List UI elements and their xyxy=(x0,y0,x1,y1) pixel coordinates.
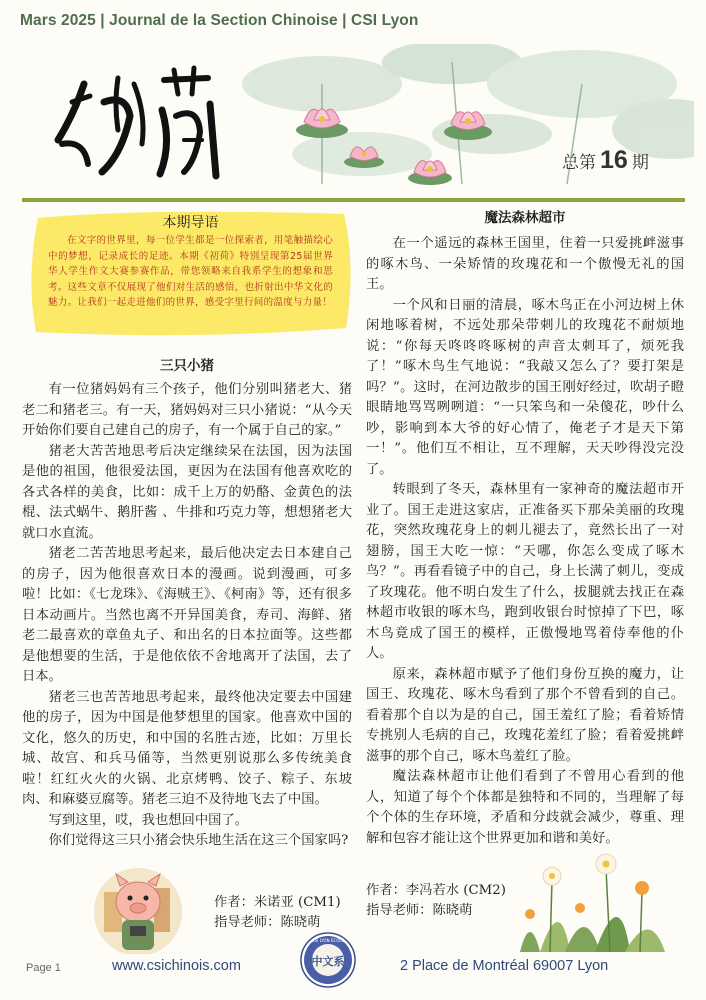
article-magic-forest-market xyxy=(366,208,684,849)
paragraph: 原来，森林超市赋予了他们身份互换的魔力，让国王、玫瑰花、啄木鸟看到了那个不曾看到的自己。看着那个自以为是的自己，国王羞红了脸；看着矫情专挑别人毛病的自己，玫瑰花羞红了脸；看着爱挑衅滋事的那个自己，啄木鸟羞红了脸。 xyxy=(366,666,684,764)
csi-logo xyxy=(300,932,356,988)
article-title: 魔法森林超市 xyxy=(484,210,566,226)
article-three-little-pigs xyxy=(22,356,352,852)
intro-body: 在文字的世界里，每一位学生都是一位探索者，用笔触描绘心中的梦想，记录成长的足迹。本期《初荷》特别呈现第25届世界华人学生作文大赛参赛作品，带您领略来自我系学生的想象和思考。这些文章不仅展现了他们对生活的感悟，也折射出中华文化的魅力。让我们一起走进他们的世界，感受字里行间的温度与力量！ xyxy=(48,235,333,308)
calligraphy-title xyxy=(58,68,216,176)
paragraph: 猪老大苦苦地思考后决定继续呆在法国，因为法国是他的祖国，他很爱法国，更因为在法国有他喜欢吃的各式各样的美食，比如：成千上万的奶酪、金黄色的法棍、法式蜗牛、鹅肝酱 、牛排和巧克力等，想想猪老大就口水直流。 xyxy=(22,443,352,541)
intro-box xyxy=(48,213,333,311)
paragraph: 有一位猪妈妈有三个孩子，他们分别叫猪老大、猪老二和猪老三。有一天，猪妈妈对三只小猪说：“从今天开始你们要自己建自己的房子，有一个属于自己的家。” xyxy=(22,382,352,438)
divider xyxy=(22,198,685,202)
issue-suffix: 期 xyxy=(631,153,649,173)
logo-text: 中文系 xyxy=(311,955,345,968)
paragraph: 猪老二苦苦地思考起来，最后他决定去日本建自己的房子，因为他很喜欢日本的漫画。说到漫画，可多啦！比如：《七龙珠》、《海贼王》、《柯南》等，还有很多日本动画片。当然也离不开异国美食，寿司、海鲜、猪老二最喜欢的章鱼丸子、和出名的日本拉面等。这些都是他想要的生活，于是他依依不舍地离开了法国，去了日本。 xyxy=(22,546,352,684)
article1-credits xyxy=(214,893,341,933)
paragraph: 猪老三也苦苦地思考起来，最终他决定要去中国建他的房子，因为中国是他梦想里的国家。他喜欢中国的文化，悠久的历史，和中国的名胜古迹，比如：万里长城、故宫、和兵马俑等，当然更别说那么多传统美食啦！红红火火的火锅、北京烤鸭、饺子、粽子、东坡肉、和麻婆豆腐等。猪老三迫不及待地飞去了中国。 xyxy=(22,689,352,807)
address: 2 Place de Montréal 69007 Lyon xyxy=(400,958,609,974)
article2-credits xyxy=(366,881,506,921)
paragraph: 转眼到了冬天，森林里有一家神奇的魔法超市开业了。国王走进这家店，正准备买下那朵美丽的玫瑰花，突然玫瑰花身上的刺儿褪去了，竟然长出了一对翅膀，国王大吃一惊：“天哪，你怎么变成了啄木鸟？”。再看看镜子中的自己，身上长满了刺儿，变成了玫瑰花。他不明白发生了什么，拔腿就去找正在森林超市收银的啄木鸟，跑到收银台时惊掉了下巴，啄木鸟竟成了国王的模样，正傲慢地骂着侍奉他的仆人。 xyxy=(366,482,684,661)
paragraph: 写到这里，哎，我也想回中国了。 xyxy=(48,812,249,828)
daisy-icon xyxy=(525,854,649,919)
author: 作者：米诺亚 (CM1) xyxy=(214,895,341,910)
paragraph: 一个风和日丽的清晨，啄木鸟正在小河边树上休闲地啄着树，不远处那朵带刺儿的玫瑰花不耐烦地说：“你每天咚咚咚啄树的声音太刺耳了，烦死我了！”啄木鸟生气地说：“我敲又怎么了？要打架是吗？”。这时，在河边散步的国王刚好经过，吹胡子瞪眼睛地骂骂咧咧道：“一只笨鸟和一朵傻花，吵什么吵，影响到本大爷的好心情了，俺老子才是天下第一！”。他们互不相让，互不理解，天天吵得没完没了。 xyxy=(366,297,684,477)
page-number: Page 1 xyxy=(26,962,61,974)
paragraph: 你们觉得这三只小猪会快乐地生活在这三个国家吗? xyxy=(48,833,349,848)
intro-title: 本期导语 xyxy=(162,215,219,231)
paragraph: 魔法森林超市让他们看到了不曾用心看到的他人，知道了每个个体都是独特和不同的，当理解了每个个体的生存环境，矛盾和分歧就会减少，尊重、理解和包容才能让这个世界更加和谐和美好。 xyxy=(366,769,684,846)
author: 作者：李冯若水 (CM2) xyxy=(366,883,506,898)
issue-number-label xyxy=(562,146,649,175)
logo-ring-text: CSI LYON ÉCOLE xyxy=(311,938,345,943)
issue-prefix: 总第 xyxy=(562,153,596,173)
paragraph: 在一个遥远的森林王国里，住着一只爱挑衅滋事的啄木鸟、一朵矫情的玫瑰花和一个傲慢无礼的国王。 xyxy=(366,236,684,292)
article-title: 三只小猪 xyxy=(160,358,214,374)
teacher: 指导老师：陈晓萌 xyxy=(366,903,473,918)
header-line: Mars 2025 | Journal de la Section Chinoise | CSI Lyon xyxy=(20,12,419,29)
website-link[interactable]: www.csichinois.com xyxy=(112,958,241,974)
issue-number: 16 xyxy=(600,146,628,174)
flowers-illustration xyxy=(510,852,670,952)
pig-illustration xyxy=(84,862,192,954)
teacher: 指导老师：陈晓萌 xyxy=(214,915,321,930)
